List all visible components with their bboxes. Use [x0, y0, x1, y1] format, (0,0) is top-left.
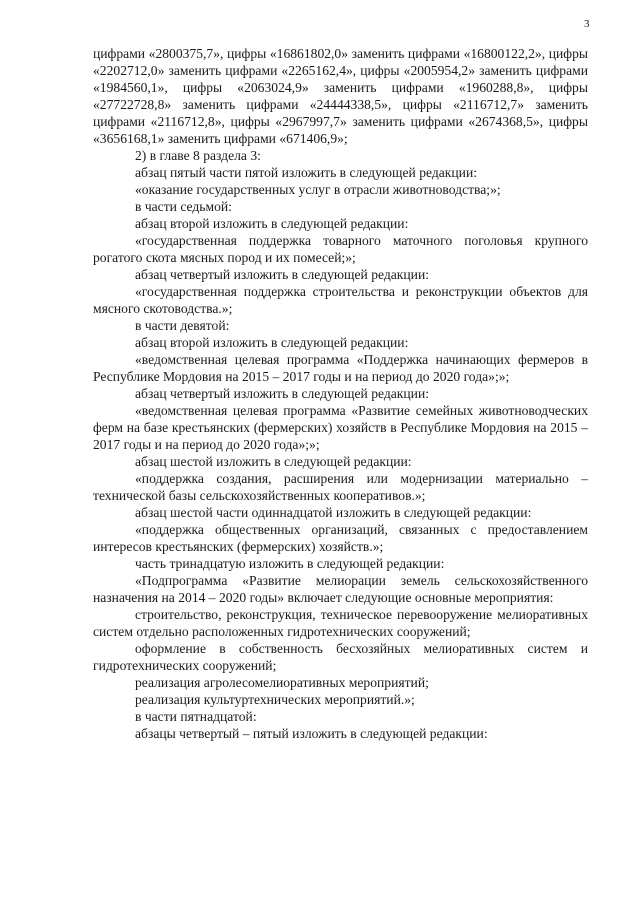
paragraph: «поддержка создания, расширения или модернизации материально – технической базы сельскохозяйственных кооперативов.»; [93, 471, 588, 503]
paragraph: «оказание государственных услуг в отрасли животноводства;»; [135, 182, 501, 197]
paragraph: цифрами «2800375,7», цифры «16861802,0» заменить цифрами «16800122,2», цифры «2202712,0» заменить цифрами «2265162,4», цифры «2005954,2» заменить цифрами «1984560,1», цифры «2063024,9» заменить цифрами «1960288,8», цифры «27722728,8» заменить цифрами «24444338,5», цифры «2116712,7» заменить цифрами «2116712,8», цифры «2967997,7» заменить цифрами «2674368,5», цифры «3656168,1» заменить цифрами «671406,9»; [93, 46, 588, 146]
paragraph: абзац пятый части пятой изложить в следующей редакции: [135, 165, 478, 180]
paragraph: «государственная поддержка строительства и реконструкции объектов для мясного скотоводства.»; [93, 284, 588, 316]
paragraph: абзацы четвертый – пятый изложить в следующей редакции: [135, 726, 488, 741]
paragraph: реализация агролесомелиоративных мероприятий; [135, 675, 429, 690]
paragraph: 2) в главе 8 раздела 3: [135, 148, 261, 163]
page-number: 3 [584, 18, 590, 30]
paragraph: абзац шестой изложить в следующей редакции: [135, 454, 412, 469]
paragraph: «поддержка общественных организаций, связанных с предоставлением интересов крестьянских (фермерских) хозяйств.»; [93, 522, 588, 554]
paragraph: «Подпрограмма «Развитие мелиорации земель сельскохозяйственного назначения на 2014 – 2020 годы» включает следующие основные мероприятия: [93, 573, 588, 605]
paragraph: часть тринадцатую изложить в следующей редакции: [135, 556, 445, 571]
paragraph: реализация культуртехнических мероприятий.»; [135, 692, 415, 707]
paragraph: абзац шестой части одиннадцатой изложить в следующей редакции: [135, 505, 532, 520]
paragraph: «государственная поддержка товарного маточного поголовья крупного рогатого скота мясных пород и их помесей;»; [93, 233, 588, 265]
paragraph: в части пятнадцатой: [135, 709, 257, 724]
paragraph: абзац второй изложить в следующей редакции: [135, 216, 409, 231]
paragraph: в части седьмой: [135, 199, 232, 214]
paragraph: в части девятой: [135, 318, 230, 333]
paragraph: «ведомственная целевая программа «Развитие семейных животноводческих ферм на базе крестьянских (фермерских) хозяйств в Республике Мордовия на 2015 – 2017 годы и на период до 2020 года»;»; [93, 403, 588, 452]
paragraph: оформление в собственность бесхозяйных мелиоративных систем и гидротехнических сооружений; [93, 641, 588, 673]
document-body [93, 45, 588, 742]
paragraph: «ведомственная целевая программа «Поддержка начинающих фермеров в Республике Мордовия на 2015 – 2017 годы и на период до 2020 года»;»; [93, 352, 588, 384]
paragraph: строительство, реконструкция, техническое перевооружение мелиоративных систем отдельно расположенных гидротехнических сооружений; [93, 607, 588, 639]
paragraph: абзац четвертый изложить в следующей редакции: [135, 386, 430, 401]
paragraph: абзац второй изложить в следующей редакции: [135, 335, 409, 350]
paragraph: абзац четвертый изложить в следующей редакции: [135, 267, 430, 282]
